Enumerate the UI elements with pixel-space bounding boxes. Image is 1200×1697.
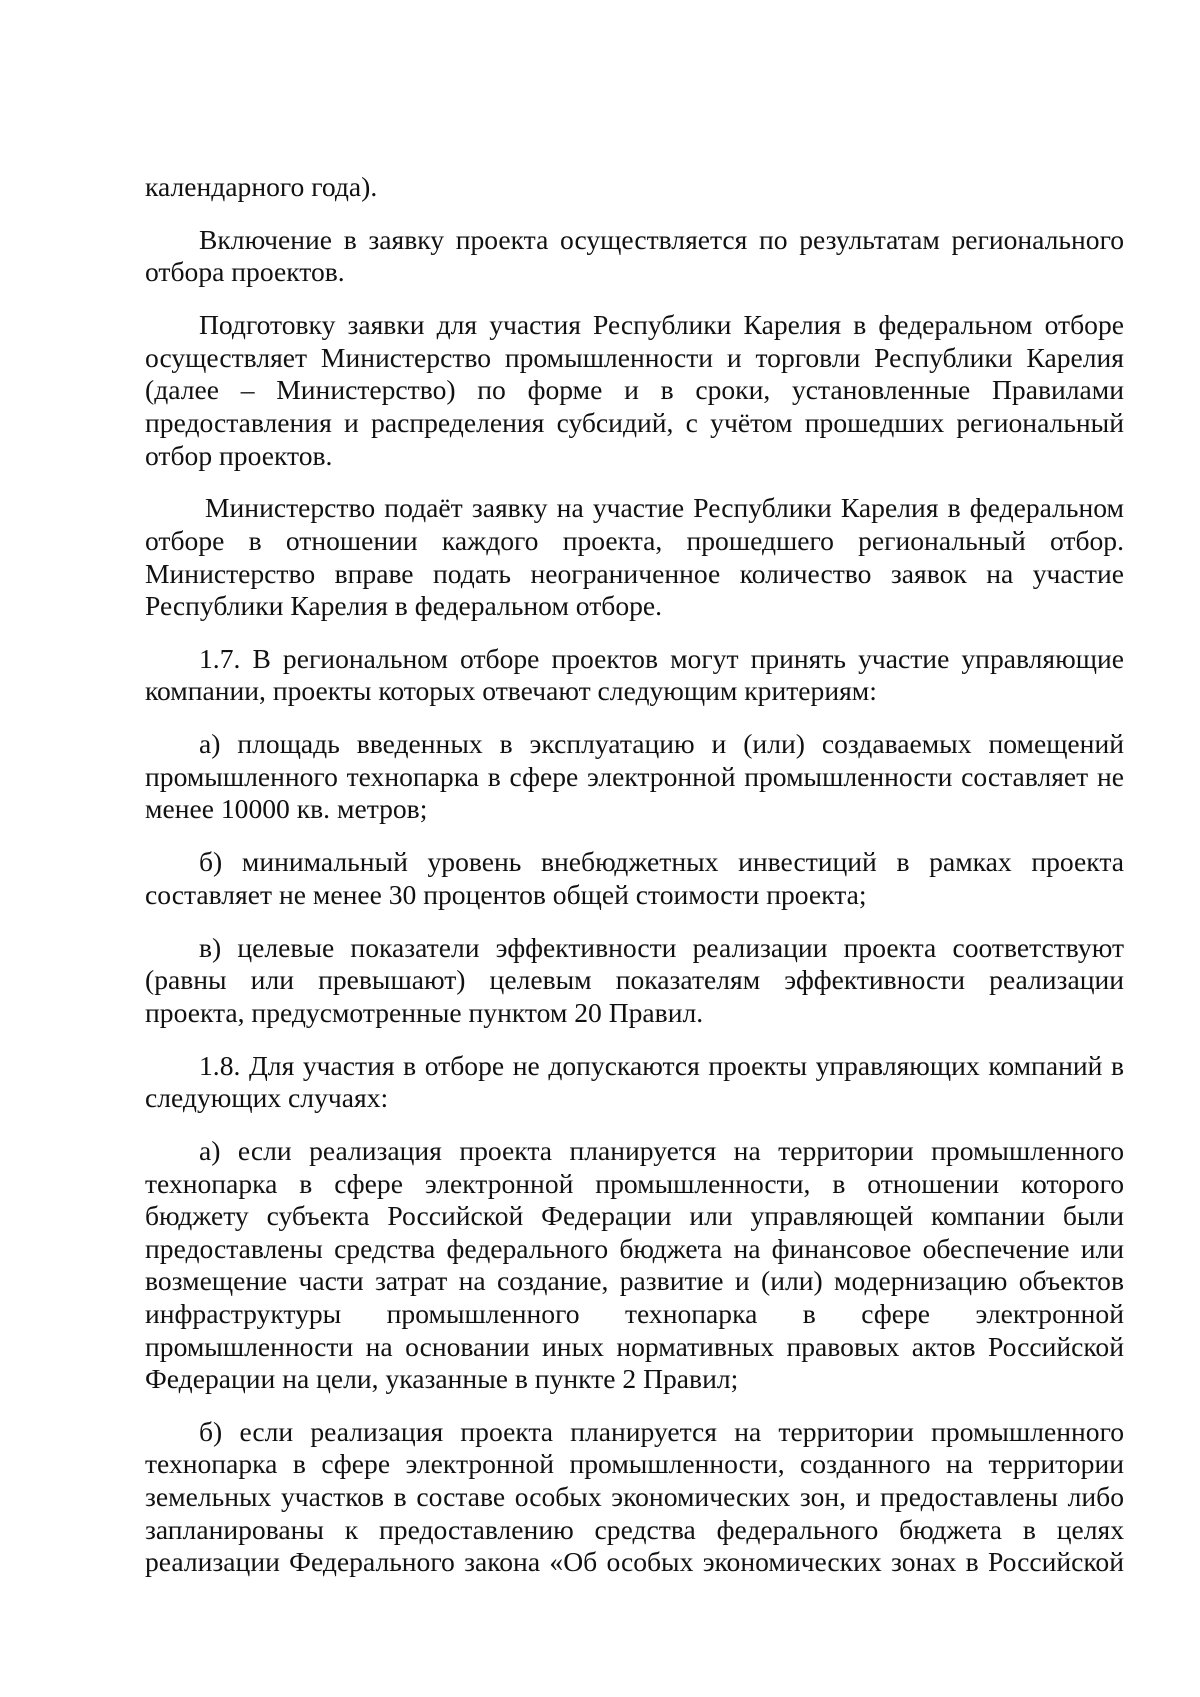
paragraph-criterion-v: в) целевые показатели эффективности реализации проекта соответствуют (равны или превышают) целевым показателям эффективности реализации проекта, предусмотренные пунктом 20 Правил. [145,931,1124,1028]
paragraph-application-preparation: Подготовку заявки для участия Республики Карелия в федеральном отборе осуществляет Министерство промышленности и торговли Республики Карелия (далее – Министерство) по форме и в сроки, установленные Правилами предоставления и распределения субсидий, с учётом прошедших региональный отбор проектов. [145,309,1124,471]
document-body [145,171,1124,1579]
paragraph-exclusion-a: а) если реализация проекта планируется на территории промышленного технопарка в сфере электронной промышленности, в отношении которого бюджету субъекта Российской Федерации или управляющей компании были предоставлены средства федерального бюджета на финансовое обеспечение или возмещение части затрат на создание, развитие и (или) модернизацию объектов инфраструктуры промышленного технопарка в сфере электронной промышленности на основании иных нормативных правовых актов Российской Федерации на цели, указанные в пункте 2 Правил; [145,1134,1124,1395]
paragraph-exclusion-b: б) если реализация проекта планируется на территории промышленного технопарка в сфере электронной промышленности, созданного на территории земельных участков в составе особых экономических зон, и предоставлены либо запланированы к предоставлению средства федерального бюджета в целях реализации Федерального закона «Об особых экономических зонах в Российской [145,1415,1124,1578]
paragraph-1-8-exclusions: 1.8. Для участия в отборе не допускаются проекты управляющих компаний в следующих случаях: [145,1049,1124,1114]
paragraph-criterion-a: а) площадь введенных в эксплуатацию и (или) создаваемых помещений промышленного технопарка в сфере электронной промышленности составляет не менее 10000 кв. метров; [145,728,1124,825]
paragraph-ministry-submission: Министерство подаёт заявку на участие Республики Карелия в федеральном отборе в отношении каждого проекта, прошедшего региональный отбор. Министерство вправе подать неограниченное количество заявок на участие Республики Карелия в федеральном отборе. [145,492,1124,622]
paragraph-1-7-criteria: 1.7. В региональном отборе проектов могут принять участие управляющие компании, проекты которых отвечают следующим критериям: [145,642,1124,707]
paragraph-continuation: календарного года). [145,171,378,202]
paragraph-application-inclusion: Включение в заявку проекта осуществляется по результатам регионального отбора проектов. [145,223,1124,288]
paragraph-criterion-b: б) минимальный уровень внебюджетных инвестиций в рамках проекта составляет не менее 30 процентов общей стоимости проекта; [145,846,1124,910]
